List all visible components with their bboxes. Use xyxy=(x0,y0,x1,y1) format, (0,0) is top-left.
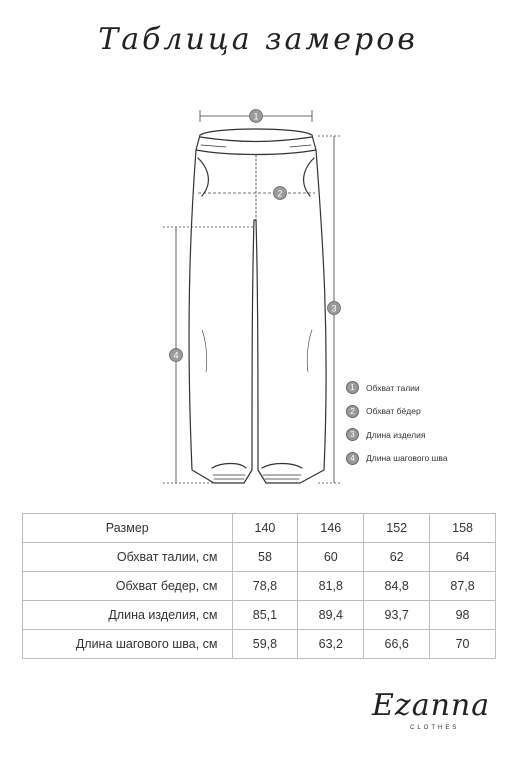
table-cell: 84,8 xyxy=(364,572,430,601)
marker-1-label: 1 xyxy=(253,111,259,122)
row-label: Обхват бедер, см xyxy=(23,572,233,601)
legend-item xyxy=(346,428,448,441)
row-label: Длина шагового шва, см xyxy=(23,630,233,659)
table-cell: 66,6 xyxy=(364,630,430,659)
table-cell: 60 xyxy=(298,543,364,572)
measurement-legend xyxy=(346,381,448,475)
legend-item xyxy=(346,405,448,418)
table-row xyxy=(23,630,496,659)
right-cuff xyxy=(262,464,302,469)
size-158: 158 xyxy=(430,514,496,543)
left-cuff xyxy=(212,464,246,469)
page-title: Таблица замеров xyxy=(98,22,418,57)
size-140: 140 xyxy=(232,514,298,543)
table-cell: 93,7 xyxy=(364,601,430,630)
right-pocket xyxy=(304,158,314,196)
table-cell: 64 xyxy=(430,543,496,572)
table-cell: 59,8 xyxy=(232,630,298,659)
table-cell: 89,4 xyxy=(298,601,364,630)
waistband xyxy=(196,150,316,155)
marker-4-label: 4 xyxy=(173,350,179,361)
row-label: Длина изделия, см xyxy=(23,601,233,630)
header-label: Размер xyxy=(23,514,233,543)
table-cell: 87,8 xyxy=(430,572,496,601)
legend-label: Длина шагового шва xyxy=(366,453,448,464)
table-cell: 58 xyxy=(232,543,298,572)
size-146: 146 xyxy=(298,514,364,543)
legend-label: Обхват талии xyxy=(366,382,420,393)
legend-number: 1 xyxy=(346,381,359,394)
table-cell: 78,8 xyxy=(232,572,298,601)
legend-item xyxy=(346,452,448,465)
left-pocket xyxy=(198,158,208,196)
marker-3-label: 3 xyxy=(331,303,337,314)
table-cell: 62 xyxy=(364,543,430,572)
table-row xyxy=(23,572,496,601)
table-cell: 70 xyxy=(430,630,496,659)
brand-logo xyxy=(368,688,498,758)
legend-number: 4 xyxy=(346,452,359,465)
legend-label: Обхват бёдер xyxy=(366,406,421,417)
table-cell: 98 xyxy=(430,601,496,630)
table-row xyxy=(23,543,496,572)
legend-number: 2 xyxy=(346,405,359,418)
table-header-row xyxy=(23,514,496,543)
legend-item xyxy=(346,381,448,394)
table-cell: 63,2 xyxy=(298,630,364,659)
brand-subtitle: CLOTHES xyxy=(410,725,460,731)
table-row xyxy=(23,601,496,630)
marker-2-label: 2 xyxy=(277,188,283,199)
legend-label: Длина изделия xyxy=(366,429,426,440)
row-label: Обхват талии, см xyxy=(23,543,233,572)
brand-name: Ezanna xyxy=(372,688,491,723)
legend-number: 3 xyxy=(346,428,359,441)
size-152: 152 xyxy=(364,514,430,543)
size-table xyxy=(22,513,496,659)
pants-outline xyxy=(189,129,326,483)
table-cell: 81,8 xyxy=(298,572,364,601)
table-cell: 85,1 xyxy=(232,601,298,630)
